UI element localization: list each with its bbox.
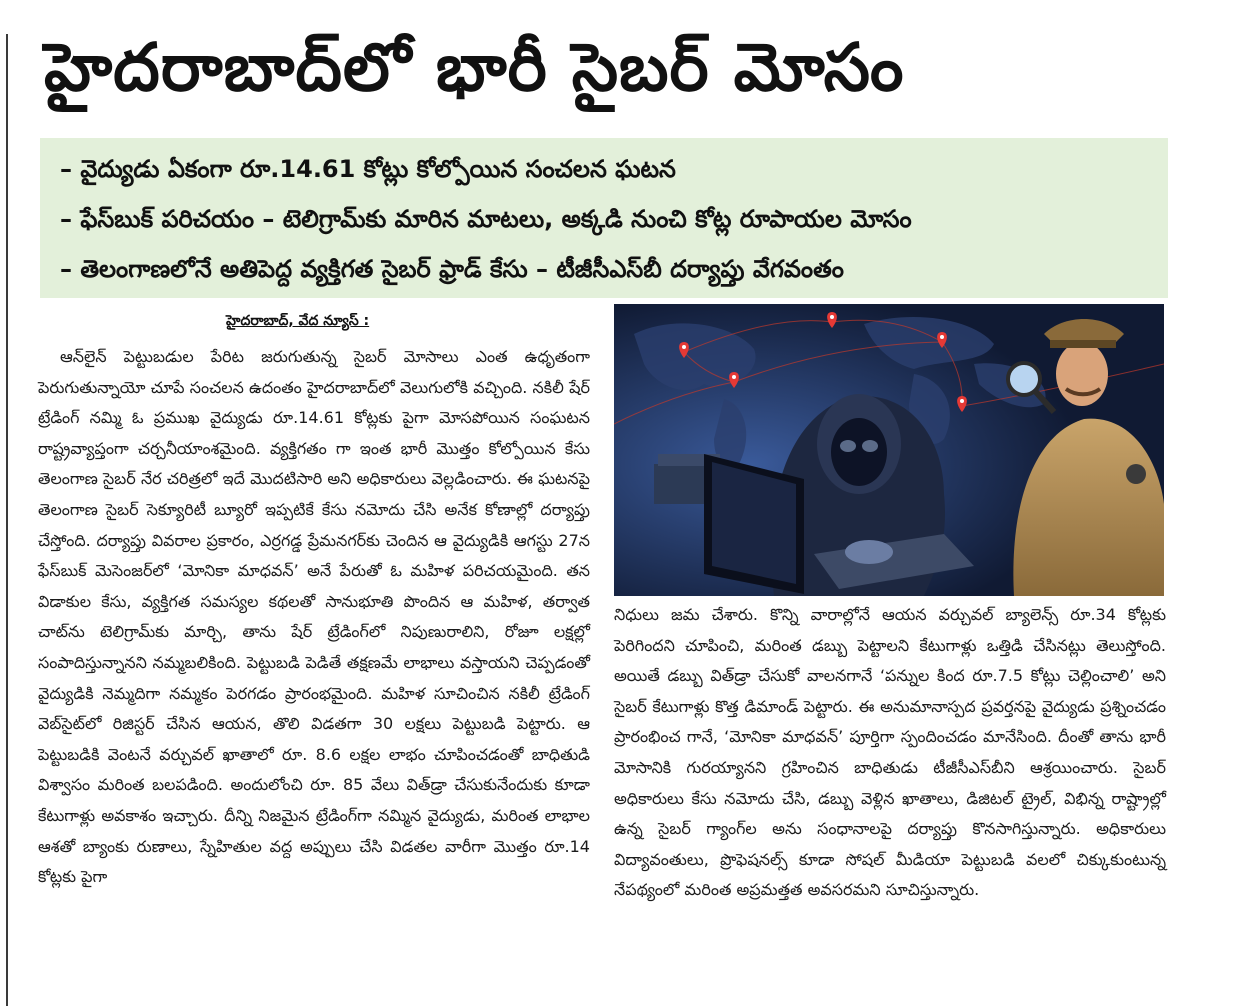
- subhead-1: – వైద్యుడు ఏకంగా రూ.14.61 కోట్లు కోల్పోయిన సంచలన ఘటన: [60, 155, 676, 183]
- subhead-3: – తెలంగాణలోనే అతిపెద్ద వ్యక్తిగత సైబర్ ఫ్రాడ్ కేసు – టీజీసీఎస్‌బీ దర్యాప్తు వేగవంతం: [60, 255, 844, 283]
- article-photo: [614, 304, 1164, 596]
- dateline: హైదరాబాద్, వేద న్యూస్ :: [226, 313, 370, 329]
- subheads-box: [40, 138, 1168, 298]
- column-rule: [6, 34, 8, 1006]
- headline: హైదరాబాద్‌లో భారీ సైబర్ మోసం: [44, 29, 905, 106]
- article-body-column-2: నిధులు జమ చేశారు. కొన్ని వారాల్లోనే ఆయన వర్చువల్ బ్యాలెన్స్ రూ.34 కోట్లకు పెరిగిందని చూపించి, మరింత డబ్బు పెట్టాలని కేటుగాళ్లు ఒత్తిడి చేసినట్లు తెలుస్తోంది. అయితే డబ్బు విత్‌డ్రా చేసుకో వాలనగానే ‘పన్నుల కింద రూ.7.5 కోట్లు చెల్లించాలి’ అని సైబర్ కేటుగాళ్లు కొత్త డిమాండ్ పెట్టారు. ఈ అనుమానాస్పద ప్రవర్తనపై వైద్యుడు ప్రశ్నించడం ప్రారంభించ గానే, ‘మోనికా మాధవన్’ పూర్తిగా స్పందించడం మానేసింది. దీంతో తాను భారీ మోసానికి గురయ్యానని గ్రహించిన బాధితుడు టీజీసీఎస్‌బీని ఆశ్రయించారు. సైబర్ అధికారులు కేసు నమోదు చేసి, డబ్బు వెళ్లిన ఖాతాలు, డిజిటల్ ట్రైల్, విభిన్న రాష్ట్రాల్లో ఉన్న సైబర్ గ్యాంగ్‌ల అను సంధానాలపై దర్యాప్తు కొనసాగిస్తున్నారు. అధికారులు విద్యావంతులు, ప్రొఫెషనల్స్ కూడా సోషల్ మీడియా పెట్టుబడి వలలో చిక్కుకుంటున్న నేపథ్యంలో మరింత అప్రమత్తత అవసరమని సూచిస్తున్నారు.: [614, 605, 1166, 900]
- cyber-fraud-illustration: [614, 304, 1164, 596]
- article-body-column-1: ఆన్‌లైన్ పెట్టుబడుల పేరిట జరుగుతున్న సైబర్ మోసాలు ఎంత ఉధృతంగా పెరుగుతున్నాయో చూపే సంచలన ఉదంతం హైదరాబాద్‌లో వెలుగులోకి వచ్చింది. నకిలీ షేర్ ట్రేడింగ్ నమ్మి ఓ ప్రముఖ వైద్యుడు రూ.14.61 కోట్లకు పైగా మోసపోయిన సంఘటన రాష్ట్రవ్యాప్తంగా చర్చనీయాంశమైంది. వ్యక్తిగతం గా ఇంత భారీ మొత్తం కోల్పోయిన కేసు తెలంగాణ సైబర్ నేర చరిత్రలో ఇదే మొదటిసారి అని అధికారులు వెల్లడించారు. ఈ ఘటనపై తెలంగాణ సైబర్ సెక్యూరిటీ బ్యూరో ఇప్పటికే కేసు నమోదు చేసి అనేక కోణాల్లో దర్యాప్తు చేస్తోంది. దర్యాప్తు వివరాల ప్రకారం, ఎర్రగడ్డ ప్రేమనగర్‌కు చెందిన ఆ వైద్యుడికి ఆగస్టు 27న ఫేస్‌బుక్ మెసెంజర్‌లో ‘మోనికా మాధవన్’ అనే పేరుతో ఓ మహిళ పరిచయమైంది. తన విడాకుల కేసు, వ్యక్తిగత సమస్యల కథలతో సానుభూతి పొందిన ఆ మహిళ, తర్వాత చాట్‌ను టెలిగ్రామ్‌కు మార్చి, తాను షేర్ ట్రేడింగ్‌లో నిపుణురాలిని, రోజూ లక్షల్లో సంపాదిస్తున్నానని నమ్మబలికింది. పెట్టుబడి పెడితే తక్షణమే లాభాలు వస్తాయని చెప్పడంతో వైద్యుడికి నెమ్మదిగా నమ్మకం పెరగడం ప్రారంభమైంది. మహిళ సూచించిన నకిలీ ట్రేడింగ్ వెబ్‌సైట్‌లో రిజిస్టర్ చేసిన ఆయన, తొలి విడతగా 30 లక్షలు పెట్టుబడి పెట్టారు. ఆ పెట్టుబడికి వెంటనే వర్చువల్ ఖాతాలో రూ. 8.6 లక్షల లాభం చూపించడంతో బాధితుడి విశ్వాసం మరింత బలపడింది. అందులోంచి రూ. 85 వేలు విత్‌డ్రా చేసుకునేందుకు కూడా కేటుగాళ్లు అవకాశం ఇచ్చారు. దీన్ని నిజమైన ట్రేడింగ్‌గా నమ్మిన వైద్యుడు, మరింత లాభాల ఆశతో బ్యాంకు రుణాలు, స్నేహితుల వద్ద అప్పులు చేసి విడతల వారీగా మొత్తం రూ.14 కోట్లకు పైగా: [38, 347, 590, 887]
- subhead-2: – ఫేస్‌బుక్ పరిచయం – టెలిగ్రామ్‌కు మారిన మాటలు, అక్కడి నుంచి కోట్ల రూపాయల మోసం: [60, 205, 912, 233]
- hand: [845, 540, 893, 564]
